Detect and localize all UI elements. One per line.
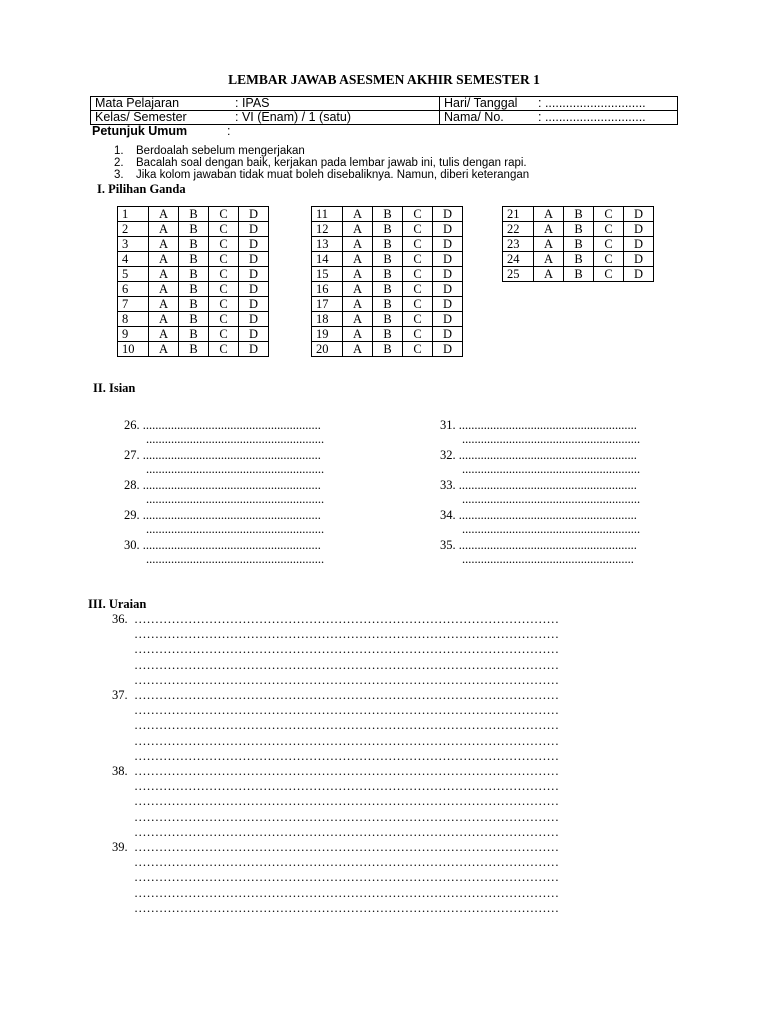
option-b-cell[interactable]: B	[564, 252, 594, 267]
option-a-cell[interactable]: A	[534, 252, 564, 267]
option-c-cell[interactable]: C	[594, 267, 624, 282]
question-number: 13	[312, 237, 343, 252]
uraian-number: 38.	[112, 764, 128, 778]
uraian-answer-line[interactable]: …………………………………………………………………………………………	[134, 733, 559, 748]
uraian-number: 36.	[112, 612, 128, 626]
option-c-cell[interactable]: C	[209, 222, 239, 237]
answer-row	[118, 342, 269, 357]
option-a-cell[interactable]: A	[343, 342, 373, 357]
answer-row	[118, 252, 269, 267]
question-number: 18	[312, 312, 343, 327]
option-c-cell[interactable]: C	[403, 282, 433, 297]
isian-answer-line[interactable]: 35. .........................................................	[440, 538, 637, 552]
option-a-cell[interactable]: A	[343, 282, 373, 297]
isian-answer-line[interactable]: .........................................................	[146, 462, 325, 476]
option-d-cell[interactable]: D	[433, 327, 463, 342]
subject-value: : IPAS	[231, 97, 440, 111]
isian-answer-line[interactable]: .........................................................	[462, 522, 641, 536]
name-label: Nama/ No.	[440, 111, 535, 125]
option-b-cell[interactable]: B	[373, 282, 403, 297]
question-number: 25	[503, 267, 534, 282]
name-field[interactable]: : .............................	[534, 111, 678, 125]
option-d-cell[interactable]: D	[624, 237, 654, 252]
answer-row	[118, 327, 269, 342]
option-a-cell[interactable]: A	[149, 252, 179, 267]
answer-row	[312, 327, 463, 342]
option-a-cell[interactable]: A	[343, 312, 373, 327]
option-d-cell[interactable]: D	[624, 207, 654, 222]
option-a-cell[interactable]: A	[343, 297, 373, 312]
isian-answer-line[interactable]: .........................................................	[146, 522, 325, 536]
option-b-cell[interactable]: B	[373, 252, 403, 267]
class-label: Kelas/ Semester	[91, 111, 232, 125]
uraian-answer-line[interactable]: …………………………………………………………………………………………	[134, 824, 559, 839]
option-a-cell[interactable]: A	[149, 282, 179, 297]
option-d-cell[interactable]: D	[433, 342, 463, 357]
answer-row	[503, 237, 654, 252]
question-number: 15	[312, 267, 343, 282]
question-number: 24	[503, 252, 534, 267]
option-b-cell[interactable]: B	[373, 297, 403, 312]
answer-row	[118, 312, 269, 327]
question-number: 21	[503, 207, 534, 222]
option-c-cell[interactable]: C	[403, 222, 433, 237]
question-number: 2	[118, 222, 149, 237]
option-a-cell[interactable]: A	[149, 312, 179, 327]
option-d-cell[interactable]: D	[239, 207, 269, 222]
option-c-cell[interactable]: C	[209, 297, 239, 312]
class-value: : VI (Enam) / 1 (satu)	[231, 111, 440, 125]
option-b-cell[interactable]: B	[373, 267, 403, 282]
option-d-cell[interactable]: D	[433, 207, 463, 222]
uraian-answer-line[interactable]: …………………………………………………………………………………………	[134, 809, 559, 824]
uraian-answer-line[interactable]: …………………………………………………………………………………………	[134, 748, 559, 763]
option-b-cell[interactable]: B	[373, 312, 403, 327]
option-d-cell[interactable]: D	[433, 282, 463, 297]
uraian-answer-line[interactable]: …………………………………………………………………………………………	[134, 870, 559, 885]
question-number: 8	[118, 312, 149, 327]
date-field[interactable]: : .............................	[534, 97, 678, 111]
option-a-cell[interactable]: A	[149, 267, 179, 282]
option-c-cell[interactable]: C	[209, 327, 239, 342]
uraian-answer-line[interactable]: …………………………………………………………………………………………	[134, 672, 559, 687]
page-title: LEMBAR JAWAB ASESMEN AKHIR SEMESTER 1	[228, 72, 540, 87]
uraian-answer-line[interactable]: …………………………………………………………………………………………	[134, 627, 559, 642]
option-c-cell[interactable]: C	[594, 207, 624, 222]
question-number: 22	[503, 222, 534, 237]
isian-answer-line[interactable]: 31. .........................................................	[440, 418, 637, 432]
option-b-cell[interactable]: B	[179, 237, 209, 252]
info-table	[90, 96, 678, 125]
option-a-cell[interactable]: A	[149, 342, 179, 357]
instruction-item	[114, 169, 529, 181]
option-c-cell[interactable]: C	[403, 327, 433, 342]
instruction-number: 2.	[114, 157, 124, 169]
option-b-cell[interactable]: B	[179, 282, 209, 297]
question-number: 11	[312, 207, 343, 222]
answer-row	[118, 267, 269, 282]
uraian-answer-line[interactable]: …………………………………………………………………………………………	[134, 657, 559, 672]
uraian-answer-line[interactable]: …………………………………………………………………………………………	[134, 688, 559, 702]
answer-row	[118, 207, 269, 222]
option-b-cell[interactable]: B	[179, 207, 209, 222]
option-b-cell[interactable]: B	[179, 297, 209, 312]
instruction-text: Bacalah soal dengan baik, kerjakan pada lembar jawab ini, tulis dengan rapi.	[136, 157, 527, 169]
isian-answer-line[interactable]: 32. .........................................................	[440, 448, 637, 462]
option-d-cell[interactable]: D	[624, 252, 654, 267]
option-d-cell[interactable]: D	[433, 297, 463, 312]
uraian-number: 37.	[112, 688, 128, 702]
option-b-cell[interactable]: B	[179, 327, 209, 342]
option-a-cell[interactable]: A	[343, 327, 373, 342]
option-a-cell[interactable]: A	[149, 297, 179, 312]
answer-grid-21-25	[502, 206, 654, 282]
instruction-text: Jika kolom jawaban tidak muat boleh disebaliknya. Namun, diberi keterangan	[136, 169, 530, 181]
answer-row	[312, 267, 463, 282]
question-number: 4	[118, 252, 149, 267]
isian-answer-line[interactable]: .......................................................	[462, 552, 634, 566]
option-d-cell[interactable]: D	[239, 222, 269, 237]
answer-row	[312, 237, 463, 252]
question-number: 23	[503, 237, 534, 252]
option-a-cell[interactable]: A	[534, 237, 564, 252]
option-b-cell[interactable]: B	[564, 267, 594, 282]
answer-row	[312, 312, 463, 327]
question-number: 7	[118, 297, 149, 312]
uraian-answer-line[interactable]: …………………………………………………………………………………………	[134, 855, 559, 870]
option-a-cell[interactable]: A	[343, 267, 373, 282]
option-d-cell[interactable]: D	[433, 237, 463, 252]
uraian-number: 39.	[112, 840, 128, 854]
option-c-cell[interactable]: C	[209, 207, 239, 222]
section-title-isian: II. Isian	[93, 381, 136, 395]
option-a-cell[interactable]: A	[534, 267, 564, 282]
answer-row	[503, 207, 654, 222]
question-number: 14	[312, 252, 343, 267]
answer-row	[312, 342, 463, 357]
option-d-cell[interactable]: D	[239, 237, 269, 252]
option-b-cell[interactable]: B	[373, 327, 403, 342]
option-d-cell[interactable]: D	[239, 342, 269, 357]
isian-answer-line[interactable]: .........................................................	[462, 462, 641, 476]
option-b-cell[interactable]: B	[564, 222, 594, 237]
uraian-answer-line[interactable]: …………………………………………………………………………………………	[134, 840, 559, 854]
question-number: 12	[312, 222, 343, 237]
instruction-item	[114, 157, 527, 169]
option-c-cell[interactable]: C	[594, 252, 624, 267]
answer-row	[503, 222, 654, 237]
question-number: 5	[118, 267, 149, 282]
answer-row	[312, 222, 463, 237]
isian-answer-line[interactable]: 27. .........................................................	[124, 448, 321, 462]
question-number: 3	[118, 237, 149, 252]
question-number: 19	[312, 327, 343, 342]
option-a-cell[interactable]: A	[149, 207, 179, 222]
isian-answer-line[interactable]: .........................................................	[462, 492, 641, 506]
isian-answer-line[interactable]: 33. .........................................................	[440, 478, 637, 492]
option-c-cell[interactable]: C	[594, 237, 624, 252]
uraian-answer-line[interactable]: …………………………………………………………………………………………	[134, 900, 559, 915]
answer-row	[312, 282, 463, 297]
option-c-cell[interactable]: C	[403, 297, 433, 312]
option-c-cell[interactable]: C	[403, 237, 433, 252]
option-c-cell[interactable]: C	[594, 222, 624, 237]
option-b-cell[interactable]: B	[373, 222, 403, 237]
option-a-cell[interactable]: A	[343, 237, 373, 252]
instruction-number: 1.	[114, 145, 124, 157]
option-b-cell[interactable]: B	[179, 252, 209, 267]
option-d-cell[interactable]: D	[433, 267, 463, 282]
option-d-cell[interactable]: D	[433, 312, 463, 327]
option-b-cell[interactable]: B	[179, 342, 209, 357]
option-a-cell[interactable]: A	[343, 222, 373, 237]
option-d-cell[interactable]: D	[239, 252, 269, 267]
isian-answer-line[interactable]: 26. .........................................................	[124, 418, 321, 432]
uraian-answer-line[interactable]: …………………………………………………………………………………………	[134, 718, 559, 733]
date-label: Hari/ Tanggal	[440, 97, 535, 111]
answer-row	[503, 267, 654, 282]
option-d-cell[interactable]: D	[239, 297, 269, 312]
answer-row	[118, 297, 269, 312]
isian-answer-line[interactable]: 30. .........................................................	[124, 538, 321, 552]
answer-row	[312, 252, 463, 267]
option-b-cell[interactable]: B	[564, 207, 594, 222]
option-b-cell[interactable]: B	[373, 207, 403, 222]
option-b-cell[interactable]: B	[179, 312, 209, 327]
question-number: 10	[118, 342, 149, 357]
answer-grid-11-20	[311, 206, 463, 357]
answer-row	[118, 222, 269, 237]
answer-grid-1-10	[117, 206, 269, 357]
answer-row	[118, 237, 269, 252]
question-number: 16	[312, 282, 343, 297]
option-d-cell[interactable]: D	[239, 282, 269, 297]
uraian-answer-line[interactable]: …………………………………………………………………………………………	[134, 612, 559, 626]
uraian-answer-line[interactable]: …………………………………………………………………………………………	[134, 703, 559, 718]
option-c-cell[interactable]: C	[403, 312, 433, 327]
answer-row	[503, 252, 654, 267]
uraian-answer-line[interactable]: …………………………………………………………………………………………	[134, 779, 559, 794]
uraian-answer-line[interactable]: …………………………………………………………………………………………	[134, 794, 559, 809]
instruction-item	[114, 145, 305, 157]
isian-answer-line[interactable]: .........................................................	[146, 432, 325, 446]
answer-row	[312, 297, 463, 312]
uraian-answer-line[interactable]: …………………………………………………………………………………………	[134, 764, 559, 778]
answer-row	[118, 282, 269, 297]
option-a-cell[interactable]: A	[534, 222, 564, 237]
option-d-cell[interactable]: D	[239, 327, 269, 342]
option-c-cell[interactable]: C	[209, 312, 239, 327]
option-c-cell[interactable]: C	[209, 237, 239, 252]
option-a-cell[interactable]: A	[534, 207, 564, 222]
isian-answer-line[interactable]: 34. .........................................................	[440, 508, 637, 522]
option-c-cell[interactable]: C	[209, 342, 239, 357]
answer-row	[312, 207, 463, 222]
option-b-cell[interactable]: B	[373, 237, 403, 252]
uraian-answer-line[interactable]: …………………………………………………………………………………………	[134, 885, 559, 900]
option-b-cell[interactable]: B	[179, 267, 209, 282]
isian-answer-line[interactable]: .........................................................	[146, 552, 325, 566]
question-number: 6	[118, 282, 149, 297]
instruction-number: 3.	[114, 169, 124, 181]
option-a-cell[interactable]: A	[149, 327, 179, 342]
question-number: 9	[118, 327, 149, 342]
question-number: 17	[312, 297, 343, 312]
option-c-cell[interactable]: C	[403, 267, 433, 282]
option-c-cell[interactable]: C	[209, 267, 239, 282]
subject-label: Mata Pelajaran	[91, 97, 232, 111]
section-title-pilihan-ganda: I. Pilihan Ganda	[97, 182, 186, 196]
option-c-cell[interactable]: C	[403, 252, 433, 267]
instructions-colon: :	[227, 124, 231, 138]
option-d-cell[interactable]: D	[433, 222, 463, 237]
option-d-cell[interactable]: D	[239, 312, 269, 327]
option-a-cell[interactable]: A	[149, 222, 179, 237]
isian-answer-line[interactable]: 29. .........................................................	[124, 508, 321, 522]
option-b-cell[interactable]: B	[564, 237, 594, 252]
section-title-uraian: III. Uraian	[88, 597, 147, 611]
isian-answer-line[interactable]: .........................................................	[462, 432, 641, 446]
option-c-cell[interactable]: C	[209, 282, 239, 297]
option-d-cell[interactable]: D	[624, 222, 654, 237]
isian-answer-line[interactable]: .........................................................	[146, 492, 325, 506]
option-d-cell[interactable]: D	[624, 267, 654, 282]
option-b-cell[interactable]: B	[179, 222, 209, 237]
option-c-cell[interactable]: C	[209, 252, 239, 267]
uraian-answer-line[interactable]: …………………………………………………………………………………………	[134, 642, 559, 657]
option-d-cell[interactable]: D	[239, 267, 269, 282]
question-number: 1	[118, 207, 149, 222]
option-c-cell[interactable]: C	[403, 207, 433, 222]
option-c-cell[interactable]: C	[403, 342, 433, 357]
isian-answer-line[interactable]: 28. .........................................................	[124, 478, 321, 492]
instructions-heading: Petunjuk Umum	[92, 124, 188, 138]
option-a-cell[interactable]: A	[149, 237, 179, 252]
option-a-cell[interactable]: A	[343, 207, 373, 222]
option-d-cell[interactable]: D	[433, 252, 463, 267]
option-a-cell[interactable]: A	[343, 252, 373, 267]
instruction-text: Berdoalah sebelum mengerjakan	[136, 145, 305, 157]
question-number: 20	[312, 342, 343, 357]
option-b-cell[interactable]: B	[373, 342, 403, 357]
